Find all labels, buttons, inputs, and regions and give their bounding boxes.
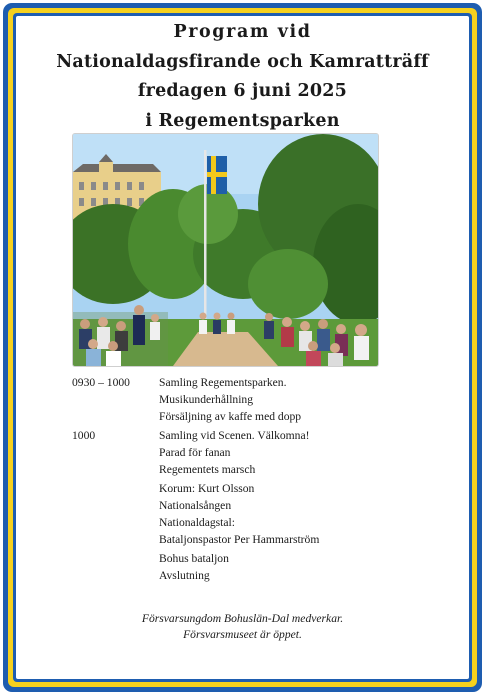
title-line-2: Nationaldagsfirande och Kamratträff xyxy=(56,51,429,72)
poster-title xyxy=(0,18,485,136)
schedule-item: Försäljning av kaffe med dopp xyxy=(159,410,302,423)
schedule-item: Bohus bataljon xyxy=(159,552,229,565)
schedule-item: Samling vid Scenen. Välkomna! xyxy=(159,429,310,442)
schedule-time xyxy=(72,480,159,548)
schedule-item: Nationalsången xyxy=(159,499,232,512)
schedule-item: Nationaldagstal: xyxy=(159,516,235,529)
schedule-block xyxy=(72,480,392,548)
schedule-item: Avslutning xyxy=(159,569,210,582)
schedule-block xyxy=(72,427,392,478)
schedule-item: Samling Regementsparken. xyxy=(159,376,287,389)
schedule-time: 0930 – 1000 xyxy=(72,376,130,389)
schedule-item: Parad för fanan xyxy=(159,446,231,459)
schedule-block xyxy=(72,550,392,584)
schedule-item: Regementets marsch xyxy=(159,463,256,476)
footer-line-2: Försvarsmuseet är öppet. xyxy=(183,628,302,641)
schedule-time: 1000 xyxy=(72,429,96,442)
title-line-3: fredagen 6 juni 2025 xyxy=(137,81,348,101)
program-schedule xyxy=(72,374,392,584)
schedule-time xyxy=(72,550,159,584)
title-line-1: Program vid xyxy=(173,22,312,42)
schedule-item: Musikunderhållning xyxy=(159,393,254,406)
park-ceremony-photo xyxy=(72,133,379,367)
schedule-item: Korum: Kurt Olsson xyxy=(159,482,255,495)
poster-footer xyxy=(0,611,485,643)
schedule-item: Bataljonspastor Per Hammarström xyxy=(159,533,320,546)
schedule-block xyxy=(72,374,392,425)
footer-line-1: Försvarsungdom Bohuslän-Dal medverkar. xyxy=(141,612,344,625)
title-line-4: i Regementsparken xyxy=(145,110,340,131)
